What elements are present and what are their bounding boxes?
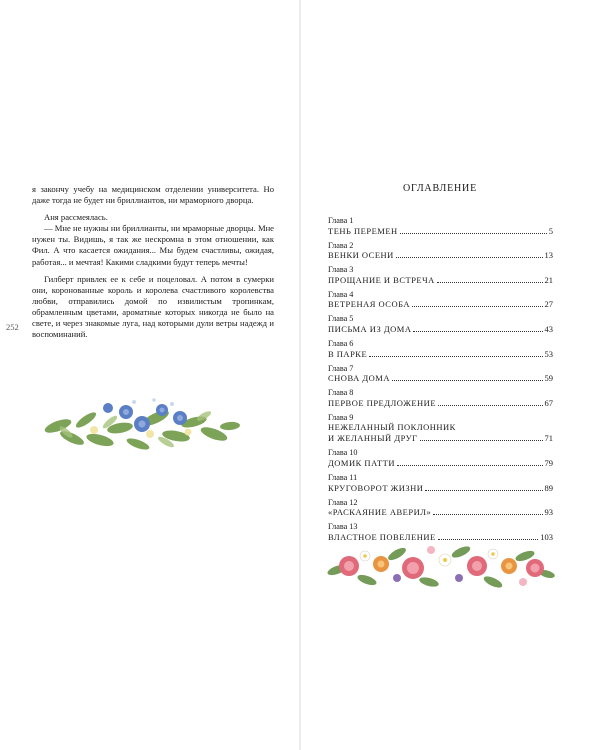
toc-page-number: 43 <box>544 323 553 334</box>
toc-entry <box>328 265 553 286</box>
toc-leader-dots <box>396 257 543 258</box>
toc-title-line <box>328 483 553 494</box>
toc-leader-dots <box>420 440 543 441</box>
toc-chapter-label: Глава 11 <box>328 472 358 482</box>
toc-entry <box>328 473 553 494</box>
toc-chapter-title: ПРОЩАНИЕ И ВСТРЕЧА <box>328 274 435 285</box>
paragraph: я закончу учебу на медицинском отделении университета. Но даже тогда не будет ни бриллиантов, ни мраморного дворца. <box>32 184 274 206</box>
paragraph: Гилберт привлек ее к себе и поцеловал. А потом в сумерки они, коронованные король и королева счастливого королевства любви, отправились домой по извилистым тропинкам, обрамленным цветами, ароматные которых никогда не было на свете, и через знакомые луга, над которыми дули ветры надежд и воспоминаний. <box>32 273 274 340</box>
toc-chapter-title: ПИСЬМА ИЗ ДОМА <box>328 323 412 334</box>
toc-title-line <box>328 226 553 237</box>
toc-entry <box>328 339 553 360</box>
toc-page-number: 89 <box>544 482 553 493</box>
toc-entry <box>328 314 553 335</box>
toc-leader-dots <box>438 405 542 406</box>
toc-entry <box>328 498 553 519</box>
blue-flower-garland-illustration <box>38 388 243 460</box>
toc-chapter-title: СНОВА ДОМА <box>328 373 390 384</box>
toc-page-number: 5 <box>548 225 553 236</box>
toc-chapter-label: Глава 3 <box>328 265 354 275</box>
toc-title-line <box>328 458 553 469</box>
toc-chapter-title: ВЕНКИ ОСЕНИ <box>328 250 394 261</box>
toc-page-number: 59 <box>544 373 553 384</box>
table-of-contents <box>328 216 553 543</box>
toc-page-number: 53 <box>544 348 553 359</box>
toc-leader-dots <box>433 514 542 515</box>
toc-title-line <box>328 433 553 444</box>
toc-title-line <box>328 349 553 360</box>
toc-page-number: 13 <box>544 250 553 261</box>
toc-entry <box>328 241 553 262</box>
toc-leader-dots <box>397 465 543 466</box>
toc-leader-dots <box>425 490 542 491</box>
toc-leader-dots <box>413 331 542 332</box>
toc-title-line <box>328 373 553 384</box>
toc-chapter-title: «РАСКАЯНИЕ АВЕРИЛ» <box>328 507 432 518</box>
toc-chapter-title: ВЕТРЕНАЯ ОСОБА <box>328 299 411 310</box>
left-page-text <box>32 184 274 340</box>
toc-page-number: 67 <box>544 397 553 408</box>
toc-page-number: 21 <box>544 274 553 285</box>
toc-page-number: 71 <box>544 433 553 444</box>
toc-title-line <box>328 324 553 335</box>
toc-entry <box>328 448 553 469</box>
toc-chapter-title: НЕЖЕЛАННЫЙ ПОКЛОННИК <box>328 422 456 433</box>
toc-title: ОГЛАВЛЕНИЕ <box>403 183 477 194</box>
toc-title-line <box>328 299 553 310</box>
toc-chapter-title: В ПАРКЕ <box>328 348 368 359</box>
toc-chapter-label: Глава 7 <box>328 363 354 373</box>
toc-title-line <box>328 250 553 261</box>
toc-chapter-label: Глава 1 <box>328 216 354 225</box>
toc-chapter-label: Глава 6 <box>328 338 354 348</box>
toc-chapter-label: Глава 9 <box>328 412 354 422</box>
toc-leader-dots <box>369 356 542 357</box>
toc-entry <box>328 413 553 445</box>
toc-leader-dots <box>392 380 543 381</box>
pink-rose-garland-illustration <box>327 536 555 598</box>
toc-chapter-title: ПЕРВОЕ ПРЕДЛОЖЕНИЕ <box>328 397 437 408</box>
toc-chapter-label: Глава 10 <box>328 448 358 458</box>
toc-chapter-title: ДОМИК ПАТТИ <box>328 457 395 468</box>
toc-page-number: 93 <box>544 507 553 518</box>
toc-entry <box>328 216 553 237</box>
toc-page-number: 103 <box>540 531 553 542</box>
toc-title-line <box>328 507 553 518</box>
toc-title-line <box>328 398 553 409</box>
page-number: 252 <box>6 322 19 332</box>
toc-chapter-label: Глава 8 <box>328 388 354 398</box>
toc-page-number: 79 <box>544 457 553 468</box>
paragraph: — Мне не нужны ни бриллианты, ни мраморные дворцы. Мне нужен ты. Видишь, я так же нескромна в этом отношении, как Фил. А что касается ожидания... Мы будем счастливы, ожидая, работая... и мечтая! Какими сладкими будут теперь мечты! <box>32 223 274 267</box>
toc-chapter-label: Глава 13 <box>328 522 358 532</box>
toc-entry <box>328 388 553 409</box>
toc-chapter-title: ВЛАСТНОЕ ПОВЕЛЕНИЕ <box>328 531 436 542</box>
page-fold <box>299 0 301 750</box>
toc-chapter-label: Глава 12 <box>328 497 358 507</box>
toc-chapter-title: КРУГОВОРОТ ЖИЗНИ <box>328 482 424 493</box>
toc-chapter-title: И ЖЕЛАННЫЙ ДРУГ <box>328 433 418 444</box>
toc-title-line <box>328 275 553 286</box>
toc-leader-dots <box>412 306 542 307</box>
toc-chapter-label: Глава 4 <box>328 289 354 299</box>
toc-chapter-label: Глава 2 <box>328 240 354 250</box>
toc-chapter-title: ТЕНЬ ПЕРЕМЕН <box>328 225 398 236</box>
toc-page-number: 27 <box>544 299 553 310</box>
paragraph: Аня рассмеялась. <box>44 212 108 223</box>
toc-leader-dots <box>400 233 547 234</box>
toc-entry <box>328 364 553 385</box>
toc-title-line <box>328 422 553 433</box>
toc-entry <box>328 290 553 311</box>
toc-chapter-label: Глава 5 <box>328 314 354 324</box>
toc-leader-dots <box>437 282 543 283</box>
